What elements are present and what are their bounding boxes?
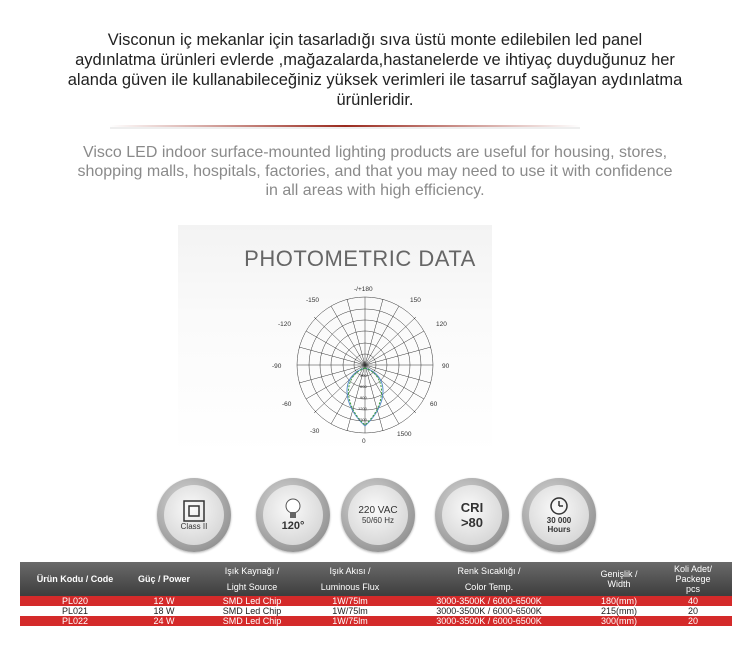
intro-en-line: shopping malls, hospitals, factories, and that you may need to use it with confidence: [77, 163, 673, 180]
radial-label: 900: [360, 395, 367, 400]
table-row: [20, 596, 732, 606]
angle-label-150l: -150: [306, 297, 320, 304]
radial-label: 1500: [358, 417, 367, 422]
angle-label-top: -/+180: [354, 286, 373, 293]
angle-label-bottom: 0: [362, 438, 366, 445]
table-row: [20, 606, 732, 616]
cell-flux: 1W/75lm: [332, 616, 368, 626]
header-power: Güç / Power: [137, 574, 190, 584]
cell-width: 180(mm): [600, 596, 637, 606]
cell-temp: 3000-3500K / 6000-6500K: [436, 606, 542, 616]
cri-badge: [435, 478, 509, 552]
cri-label: CRI: [460, 500, 484, 515]
intro-turkish: [20, 30, 730, 110]
cell-code: PL022: [61, 616, 89, 626]
lifetime-value: 30 000: [546, 516, 572, 525]
angle-label-120l: -120: [278, 321, 292, 328]
angle-label-90r: 90: [442, 363, 450, 370]
cell-power: 24 W: [153, 616, 175, 626]
spec-table: [20, 562, 732, 626]
intro-tr-line: ürünleridir.: [336, 91, 414, 109]
frequency-label: 50/60 Hz: [361, 516, 395, 525]
lifetime-badge: [522, 478, 596, 552]
header-temp: Renk Sıcaklığı / Color Temp.: [457, 566, 521, 592]
radial-label: 300: [360, 373, 367, 378]
intro-tr-line: alanda güven ile kullanabileceğiniz yüksek verimleri ile tasarruf sağlayan aydınlatma: [67, 71, 683, 89]
class-ii-badge: [157, 478, 231, 552]
header-flux: Işık Akısı / Luminous Flux: [320, 566, 380, 592]
cell-width: 215(mm): [600, 606, 637, 616]
cell-flux: 1W/75lm: [332, 606, 368, 616]
angle-label-150r: 150: [410, 297, 421, 304]
header-source: Işık Kaynağı / Light Source: [224, 566, 280, 592]
cell-code: PL021: [61, 606, 89, 616]
cell-pack: 20: [687, 606, 698, 616]
cell-width: 300(mm): [600, 616, 637, 626]
feature-icons: [0, 478, 750, 558]
header-pack: Koli Adet/ Packege pcs: [673, 564, 713, 594]
angle-label-60r: 60: [430, 401, 438, 408]
cell-code: PL020: [61, 596, 89, 606]
cri-value: >80: [460, 515, 484, 530]
cell-power: 18 W: [153, 606, 175, 616]
header-code: Ürün Kodu / Code: [36, 574, 114, 584]
class-ii-label: Class II: [180, 521, 208, 531]
voltage-badge: [341, 478, 415, 552]
section-divider: [110, 124, 580, 130]
angle-label-60l: -60: [282, 401, 292, 408]
intro-en-line: Visco LED indoor surface-mounted lighting products are useful for housing, stores,: [82, 144, 668, 161]
cell-pack: 20: [687, 616, 698, 626]
angle-label-120r: 120: [436, 321, 447, 328]
polar-diagram: [270, 280, 460, 450]
table-header: [20, 562, 732, 596]
table-row: [20, 616, 732, 626]
intro-english: [10, 143, 740, 200]
angle-label-30l: -30: [310, 428, 320, 435]
class-ii-icon: [183, 500, 205, 522]
cell-temp: 3000-3500K / 6000-6500K: [436, 616, 542, 626]
beam-angle-label: 120°: [281, 520, 305, 532]
beam-angle-badge: [256, 478, 330, 552]
intro-en-line: in all areas with high efficiency.: [265, 182, 485, 199]
voltage-label: 220 VAC: [358, 505, 398, 516]
angle-label-30r: 1500: [397, 431, 412, 438]
cell-source: SMD Led Chip: [222, 616, 282, 626]
angle-label-90l: -90: [272, 363, 282, 370]
cell-flux: 1W/75lm: [332, 596, 368, 606]
photometric-title: PHOTOMETRIC DATA: [244, 246, 476, 271]
cell-power: 12 W: [153, 596, 175, 606]
radial-label: 600: [360, 384, 367, 389]
clock-icon: [549, 496, 569, 516]
cell-temp: 3000-3500K / 6000-6500K: [436, 596, 542, 606]
intro-tr-line: Visconun iç mekanlar için tasarladığı sıva üstü monte edilebilen led panel: [107, 31, 643, 49]
header-width: Genişlik / Width: [600, 569, 638, 589]
radial-label: 0: [363, 360, 366, 365]
bulb-icon: [283, 498, 303, 520]
cell-source: SMD Led Chip: [222, 606, 282, 616]
cell-pack: 40: [687, 596, 698, 606]
lifetime-label: Hours: [547, 525, 571, 534]
intro-tr-line: aydınlatma ürünleri evlerde ,mağazalarda,hastanelerde ve ihtiyaç duyduğunuz her: [75, 51, 675, 69]
radial-label: 1200: [358, 406, 367, 411]
cell-source: SMD Led Chip: [222, 596, 282, 606]
